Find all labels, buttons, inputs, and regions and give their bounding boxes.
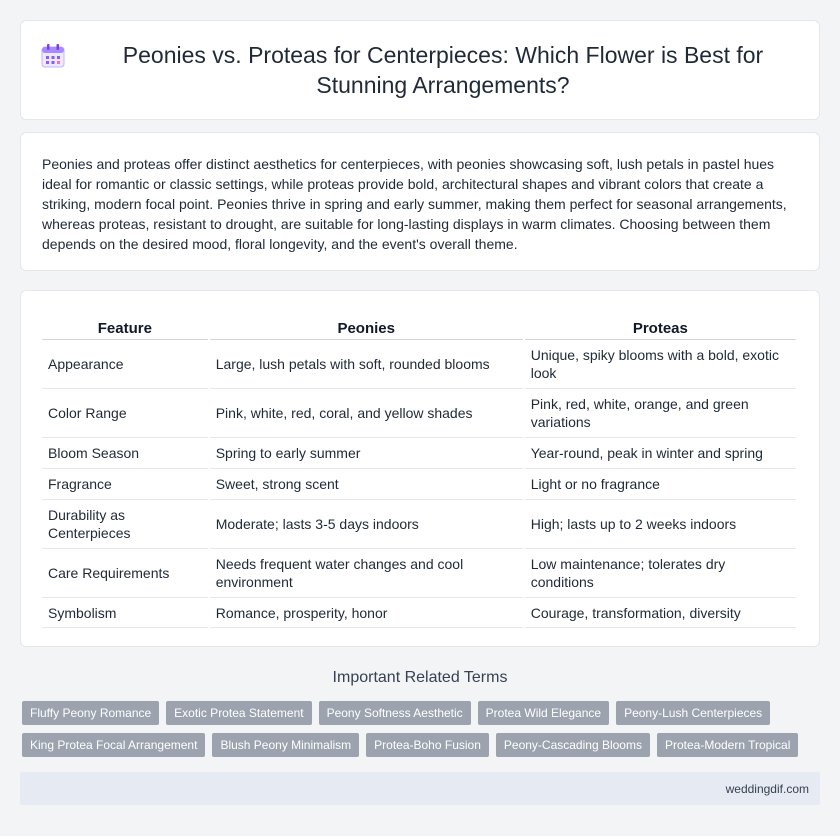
- table-row: [42, 469, 796, 500]
- page-title: Peonies vs. Proteas for Centerpieces: Which Flower is Best for Stunning Arrangements?: [122, 42, 764, 98]
- cell-feature: Care Requirements: [42, 549, 208, 598]
- calendar-icon: [40, 43, 66, 69]
- cell-proteas: Light or no fragrance: [525, 469, 796, 500]
- cell-proteas: Pink, red, white, orange, and green variations: [525, 389, 796, 438]
- comparison-table-card: [20, 290, 820, 647]
- header-card: [20, 20, 820, 120]
- table-header-row: [42, 312, 796, 340]
- table-row: [42, 438, 796, 469]
- cell-peonies: Needs frequent water changes and cool environment: [210, 549, 523, 598]
- tag-row: [22, 701, 822, 725]
- cell-feature: Bloom Season: [42, 438, 208, 469]
- tag-protea-modern-tropical[interactable]: Protea-Modern Tropical: [657, 733, 798, 757]
- cell-proteas: Courage, transformation, diversity: [525, 598, 796, 628]
- cell-peonies: Spring to early summer: [210, 438, 523, 469]
- tag-row: [22, 733, 822, 757]
- table-row: [42, 389, 796, 438]
- tag-blush-peony-minimalism[interactable]: Blush Peony Minimalism: [212, 733, 359, 757]
- table-row: [42, 549, 796, 598]
- table-row: [42, 340, 796, 389]
- tag-king-protea-focal-arrangement[interactable]: King Protea Focal Arrangement: [22, 733, 205, 757]
- cell-feature: Color Range: [42, 389, 208, 438]
- footer-site-link[interactable]: weddingdif.com: [725, 781, 809, 796]
- intro-card: [20, 132, 820, 271]
- cell-feature: Durability as Centerpieces: [42, 500, 208, 549]
- tag-peony-cascading-blooms[interactable]: Peony-Cascading Blooms: [496, 733, 650, 757]
- tag-peony-softness-aesthetic[interactable]: Peony Softness Aesthetic: [319, 701, 471, 725]
- tag-protea-wild-elegance[interactable]: Protea Wild Elegance: [478, 701, 609, 725]
- tag-protea-boho-fusion[interactable]: Protea-Boho Fusion: [366, 733, 489, 757]
- header-proteas: Proteas: [525, 312, 796, 340]
- table-row: [42, 598, 796, 628]
- cell-peonies: Romance, prosperity, honor: [210, 598, 523, 628]
- cell-feature: Symbolism: [42, 598, 208, 628]
- related-terms-title: Important Related Terms: [332, 669, 508, 686]
- tag-peony-lush-centerpieces[interactable]: Peony-Lush Centerpieces: [616, 701, 770, 725]
- intro-paragraph: Peonies and proteas offer distinct aesthetics for centerpieces, with peonies showcasing soft, lush petals in pastel hues ideal for romantic or classic settings, while proteas provide bold, architectural shapes and vibrant colors that create a striking, modern focal point. Peonies thrive in spring and early summer, making them perfect for seasonal arrangements, whereas proteas, resistant to drought, are suitable for long-lasting displays in warm climates. Choosing between them depends on the desired mood, floral longevity, and the event's overall theme.: [42, 156, 787, 252]
- header-feature: Feature: [42, 312, 208, 340]
- title-wrap: [40, 40, 800, 100]
- cell-peonies: Moderate; lasts 3-5 days indoors: [210, 500, 523, 549]
- cell-feature: Fragrance: [42, 469, 208, 500]
- cell-proteas: High; lasts up to 2 weeks indoors: [525, 500, 796, 549]
- tag-exotic-protea-statement[interactable]: Exotic Protea Statement: [166, 701, 311, 725]
- cell-proteas: Low maintenance; tolerates dry conditions: [525, 549, 796, 598]
- tag-fluffy-peony-romance[interactable]: Fluffy Peony Romance: [22, 701, 159, 725]
- header-peonies: Peonies: [210, 312, 523, 340]
- cell-proteas: Year-round, peak in winter and spring: [525, 438, 796, 469]
- related-terms-tags: [22, 701, 822, 765]
- footer: [20, 772, 820, 805]
- cell-peonies: Pink, white, red, coral, and yellow shades: [210, 389, 523, 438]
- cell-proteas: Unique, spiky blooms with a bold, exotic look: [525, 340, 796, 389]
- cell-feature: Appearance: [42, 340, 208, 389]
- table-row: [42, 500, 796, 549]
- cell-peonies: Sweet, strong scent: [210, 469, 523, 500]
- comparison-table: [40, 312, 798, 628]
- cell-peonies: Large, lush petals with soft, rounded blooms: [210, 340, 523, 389]
